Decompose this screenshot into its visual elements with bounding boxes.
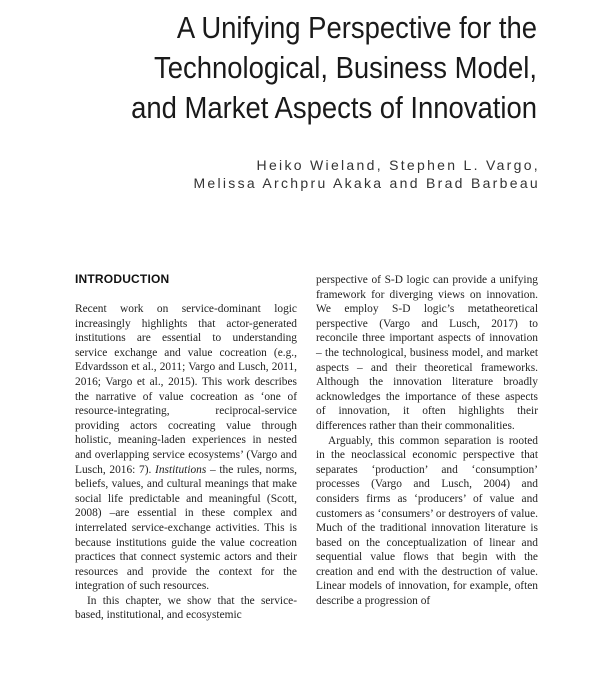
body-paragraph: Arguably, this common separation is rooted in the neoclassical economic perspective that separates ‘production’ and ‘consumption’ processes (Vargo and Lusch, 2004) and considers firms as ‘producers’ of value and customers as ‘consumers’ or destroyers of value. Much of the traditional innovation literature is based on the conceptualization of linear and sequential value flows that begin with the creation and end with the destruction of value. Linear models of innovation, for example, often describe a progression of xyxy=(316,434,538,608)
body-text: – the rules, norms, beliefs, values, and cultural meanings that make social life predictable and meaningful (Scott, 2008) –are essential in these complex and interrelated service-exchange activities. This is because institutions guide the value cocreation practices that connect systemic actors and their resources and provide the context for the integration of such resources. xyxy=(75,463,297,593)
author-line: Melissa Archpru Akaka and Brad Barbeau xyxy=(193,175,540,191)
author-line: Heiko Wieland, Stephen L. Vargo, xyxy=(256,157,540,173)
body-paragraph: In this chapter, we show that the service-based, institutional, and ecosystemic xyxy=(75,594,297,622)
chapter-title-line: A Unifying Perspective for the xyxy=(176,11,537,45)
author-list xyxy=(20,156,540,192)
right-column xyxy=(316,273,538,609)
section-heading: INTRODUCTION xyxy=(75,272,170,286)
body-paragraph: perspective of S-D logic can provide a unifying framework for diverging views on innovation. We employ S-D logic’s metatheoretical perspective (Vargo and Lusch, 2017) to reconcile three important aspects of innovation – the technological, business model, and market aspects – and their theoretical frameworks. Although the innovation literature broadly acknowledges the importance of these aspects of innovation, it often highlights their differences rather than their commonalities. xyxy=(316,274,538,432)
left-column xyxy=(75,272,297,623)
body-text: Recent work on service-dominant logic increasingly highlights that actor-generated institutions are essential to understanding service exchange and value cocreation (e.g., Edvardsson et al., 2011; Vargo and Lusch, 2011, 2016; Vargo et al., 2015). This work describes the narrative of value cocreation as ‘one of resource-integrating, reciprocal-service providing actors cocreating value through holistic, meaning-laden experiences in nested and overlapping service ecosystems’ (Vargo and Lusch, 2016: 7). xyxy=(75,303,297,476)
emphasized-term: Institutions xyxy=(155,463,207,476)
chapter-title-line: Technological, Business Model, xyxy=(154,51,537,85)
body-paragraph xyxy=(75,302,297,594)
chapter-title-line: and Market Aspects of Innovation xyxy=(131,91,537,125)
chapter-title xyxy=(69,8,537,128)
